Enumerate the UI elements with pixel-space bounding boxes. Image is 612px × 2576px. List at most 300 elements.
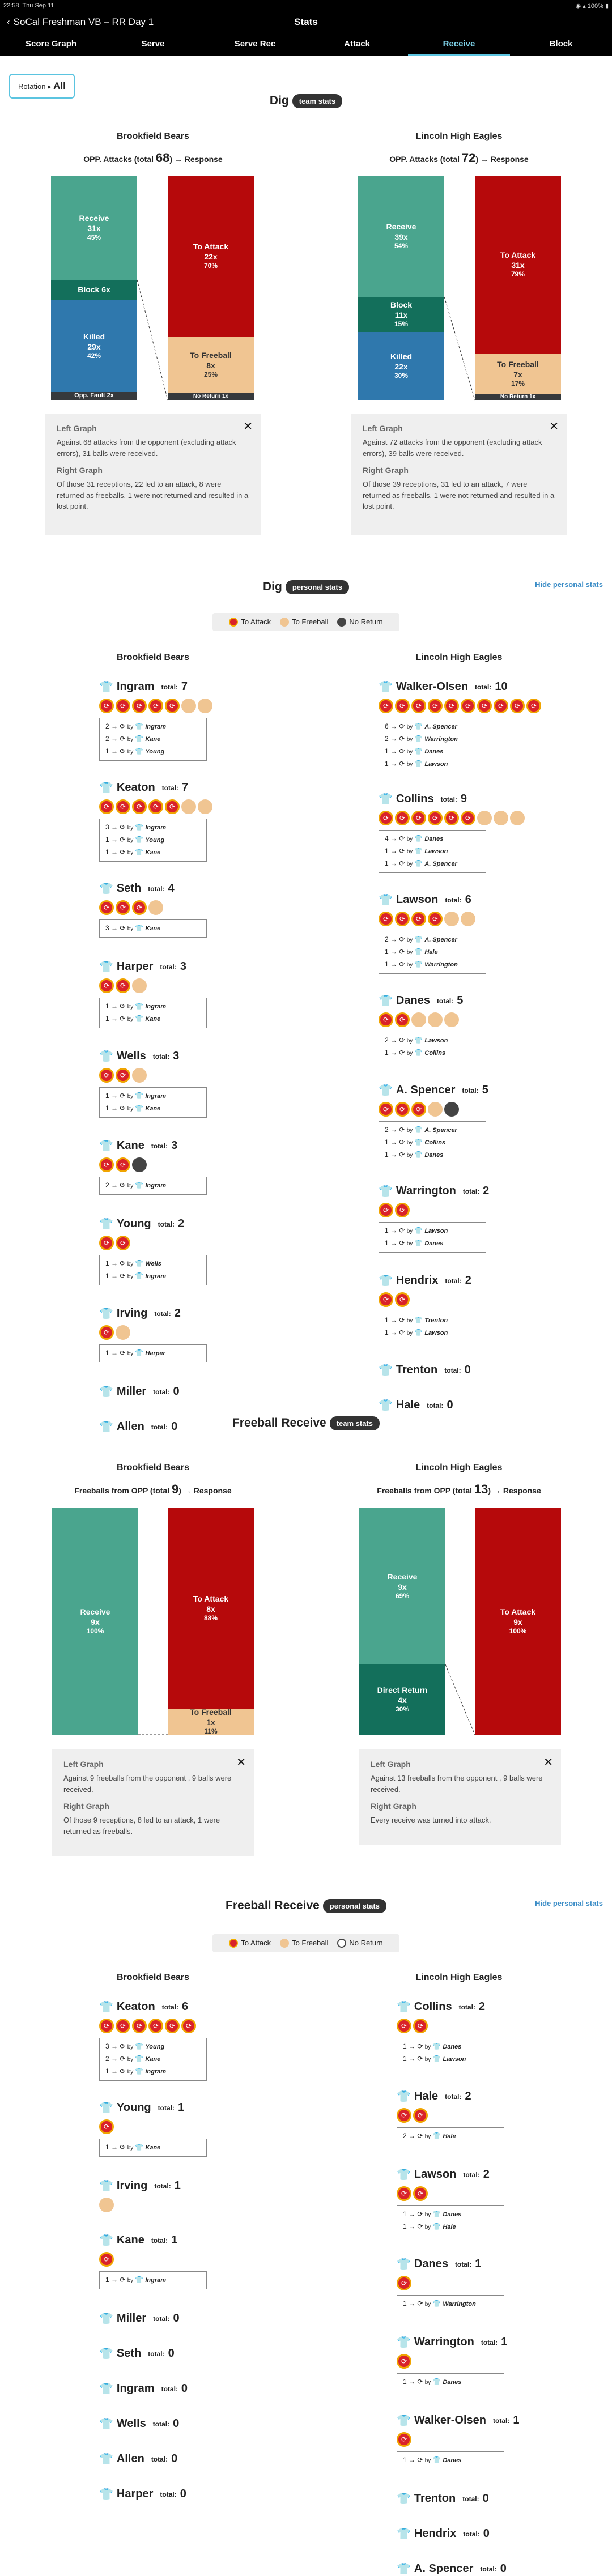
arrow-icon: → ⟳	[388, 1239, 407, 1247]
attack-ball-icon: ⟳	[397, 2186, 411, 2201]
breakdown-player: Lawson	[424, 1330, 448, 1336]
breakdown-count: 1	[105, 2067, 109, 2075]
tab-score-graph[interactable]: Score Graph	[25, 39, 77, 49]
player-card[interactable]	[99, 960, 314, 1028]
freeball-ball-icon	[99, 2198, 114, 2212]
player-card[interactable]	[99, 2179, 314, 2212]
breakdown-count: 2	[403, 2132, 407, 2140]
tab-serve[interactable]: Serve	[141, 39, 165, 49]
player-card[interactable]	[379, 680, 594, 773]
player-card[interactable]	[99, 2347, 314, 2361]
breakdown-count: 3	[105, 2042, 109, 2050]
player-name-row	[379, 792, 594, 806]
player-card[interactable]	[99, 2311, 314, 2326]
breakdown-count: 1	[105, 1092, 109, 1100]
total-label: total:	[162, 784, 179, 792]
total-label: total:	[445, 2092, 462, 2101]
player-name-row	[397, 2257, 612, 2271]
player-card[interactable]	[379, 1274, 594, 1342]
total-label: total:	[153, 2314, 170, 2323]
attack-ball-icon: ⟳	[395, 699, 410, 713]
player-name-row	[99, 781, 314, 795]
breakdown-count: 1	[403, 2456, 407, 2464]
player-total: 2	[478, 2000, 486, 2013]
ball-row	[379, 912, 594, 926]
player-card[interactable]	[99, 2382, 314, 2396]
shirt-icon: 👕	[397, 2169, 411, 2181]
dig-left-connector	[137, 176, 168, 402]
freeball-ball-icon	[132, 1068, 147, 1083]
arrow-icon: → ⟳	[109, 2276, 128, 2284]
total-label: total:	[161, 2385, 178, 2393]
player-card[interactable]	[397, 2335, 612, 2391]
shirt-icon: 👕	[414, 1049, 425, 1057]
player-card[interactable]	[397, 2168, 612, 2236]
shirt-icon: 👕	[397, 2493, 411, 2505]
breakdown-row	[385, 1047, 480, 1059]
response-breakdown	[379, 931, 486, 974]
total-label: total:	[158, 2104, 175, 2112]
arrow-icon: → ⟳	[388, 1126, 407, 1134]
player-card[interactable]	[99, 2452, 314, 2466]
hide-personal-stats-link[interactable]: Hide personal stats	[535, 580, 603, 589]
total-label: total:	[160, 963, 177, 971]
breakdown-row	[385, 1314, 480, 1327]
shirt-icon: 👕	[135, 1015, 146, 1023]
breakdown-player: Danes	[424, 1240, 444, 1247]
shirt-icon: 👕	[99, 2383, 113, 2395]
shirt-icon: 👕	[135, 2276, 146, 2284]
player-card[interactable]	[99, 781, 314, 862]
attack-ball-icon: ⟳	[148, 699, 163, 713]
freeball-ball-icon	[132, 978, 147, 993]
total-label: total:	[463, 2530, 480, 2538]
shirt-icon: 👕	[414, 722, 425, 730]
player-total: 0	[500, 2562, 507, 2575]
breakdown-row	[105, 834, 201, 846]
player-name: Walker-Olsen	[414, 2414, 486, 2426]
breakdown-row	[105, 1347, 201, 1360]
by-label: by	[406, 836, 415, 842]
response-breakdown	[99, 819, 207, 862]
by-label: by	[127, 926, 135, 932]
player-total: 6	[182, 2000, 189, 2013]
arrow-icon: → ⟳	[109, 1002, 128, 1010]
breakdown-row	[105, 821, 201, 834]
player-card[interactable]	[397, 2562, 612, 2576]
attack-ball-icon: ⟳	[116, 978, 130, 993]
shirt-icon: 👕	[414, 1151, 425, 1159]
attack-ball-icon: ⟳	[395, 811, 410, 825]
freeball-ball-icon	[411, 1012, 426, 1027]
player-name-row	[379, 1398, 594, 1412]
tab-receive[interactable]: Receive	[408, 33, 510, 56]
player-card[interactable]	[397, 2000, 612, 2068]
by-label: by	[127, 850, 135, 856]
player-card[interactable]	[379, 1398, 594, 1412]
response-breakdown	[99, 919, 207, 938]
breakdown-row	[385, 733, 480, 746]
breakdown-player: Hale	[443, 2133, 456, 2140]
player-name-row	[99, 2347, 314, 2361]
freeball-personal-title: Freeball Receive personal stats	[0, 1899, 612, 1913]
player-name: Lawson	[396, 893, 439, 906]
breakdown-row	[385, 746, 480, 758]
attack-ball-icon: ⟳	[526, 699, 541, 713]
arrow-icon: → ⟳	[109, 1092, 128, 1100]
player-total: 1	[177, 2101, 185, 2114]
player-card[interactable]	[379, 792, 594, 873]
player-card[interactable]	[379, 1083, 594, 1164]
player-total: 0	[173, 2417, 180, 2430]
hide-personal-stats-link-free[interactable]: Hide personal stats	[535, 1899, 603, 1907]
breakdown-count: 1	[105, 2276, 109, 2284]
arrow-icon: → ⟳	[406, 2132, 425, 2140]
shirt-icon: 👕	[414, 1329, 425, 1336]
attack-ball-icon: ⟳	[411, 1102, 426, 1117]
player-name-row	[99, 2452, 314, 2466]
breakdown-row	[385, 833, 480, 845]
player-card[interactable]	[379, 1184, 594, 1253]
arrow-icon: → ⟳	[109, 2042, 128, 2050]
by-label: by	[127, 1261, 135, 1267]
back-button[interactable]	[0, 16, 154, 28]
tab-block[interactable]: Block	[549, 39, 573, 49]
player-card[interactable]	[99, 2101, 314, 2157]
shirt-icon: 👕	[414, 948, 425, 956]
by-label: by	[127, 2056, 135, 2063]
breakdown-row	[385, 1124, 480, 1136]
player-name-row	[379, 893, 594, 907]
free-graph-header-left: Freeballs from OPP (total 9) → Response	[74, 1482, 232, 1496]
dig-team-left: Brookfield Bears	[116, 131, 190, 141]
player-name: Miller	[116, 2312, 147, 2324]
player-name-row	[397, 2527, 612, 2541]
shirt-icon: 👕	[135, 1092, 146, 1100]
by-label: by	[424, 2458, 433, 2464]
status-bar	[0, 0, 612, 11]
no-return-ball-icon	[132, 1157, 147, 1172]
player-total: 0	[181, 2382, 188, 2395]
player-name-row	[397, 2000, 612, 2014]
breakdown-count: 1	[105, 1002, 109, 1010]
response-breakdown	[379, 1222, 486, 1253]
team-stats-pill: team stats	[292, 94, 342, 108]
shirt-icon: 👕	[414, 1138, 425, 1146]
breakdown-row	[105, 733, 201, 746]
dig-left-to-freeball-bar: To Freeball 8x 25%	[168, 337, 254, 393]
dig-legend: To Attack To Freeball No Return	[212, 613, 400, 631]
shirt-icon: 👕	[379, 681, 393, 693]
attack-dot-icon	[229, 1939, 238, 1948]
rotation-selector[interactable]: Rotation ▸ All	[9, 74, 75, 99]
breakdown-player: Ingram	[145, 2277, 167, 2284]
shirt-icon: 👕	[397, 2415, 411, 2427]
player-total: 5	[482, 1084, 488, 1096]
player-name-row	[379, 1184, 594, 1198]
by-label: by	[406, 736, 415, 743]
breakdown-count: 1	[403, 2210, 407, 2218]
attack-ball-icon: ⟳	[494, 699, 508, 713]
by-label: by	[406, 937, 415, 943]
shirt-icon: 👕	[99, 2102, 113, 2114]
shirt-icon: 👕	[99, 2418, 113, 2430]
breakdown-player: A. Spencer	[424, 936, 457, 943]
attack-ball-icon: ⟳	[99, 1068, 114, 1083]
total-label: total:	[154, 2182, 171, 2190]
player-name: Irving	[116, 2179, 148, 2192]
dig-left-fault-bar: Opp. Fault 2x	[51, 392, 137, 400]
ball-row	[99, 1236, 314, 1250]
breakdown-count: 2	[385, 1126, 389, 1134]
attack-ball-icon: ⟳	[379, 1012, 393, 1027]
player-card[interactable]	[379, 994, 594, 1062]
ball-row	[379, 1102, 594, 1117]
breakdown-row	[403, 2130, 498, 2143]
player-name: Wells	[116, 1050, 146, 1062]
by-label: by	[424, 2134, 433, 2140]
shirt-icon: 👕	[414, 847, 425, 855]
attack-ball-icon: ⟳	[99, 2252, 114, 2267]
response-breakdown	[397, 2295, 504, 2313]
dig-personal-team-right: Lincoln High Eagles	[415, 653, 503, 662]
player-card[interactable]	[99, 1217, 314, 1285]
player-total: 7	[181, 680, 188, 693]
player-name-row	[99, 2382, 314, 2396]
player-name: Lawson	[414, 2168, 457, 2181]
breakdown-player: Danes	[443, 2379, 462, 2386]
player-total: 3	[180, 960, 186, 973]
breakdown-count: 1	[403, 2300, 407, 2307]
breakdown-row	[105, 922, 201, 935]
player-card[interactable]	[99, 2000, 314, 2081]
attack-ball-icon: ⟳	[99, 2119, 114, 2134]
player-name-row	[379, 1083, 594, 1097]
tab-bar	[0, 33, 612, 56]
arrow-icon: → ⟳	[109, 1015, 128, 1023]
ball-row	[99, 1325, 314, 1340]
close-icon[interactable]: ✕	[543, 1756, 553, 1769]
player-card[interactable]	[397, 2089, 612, 2145]
by-label: by	[406, 1152, 415, 1159]
player-card[interactable]	[99, 1385, 314, 1399]
arrow-icon: → ⟳	[109, 2067, 128, 2075]
player-card[interactable]	[379, 893, 594, 974]
arrow-icon: → ⟳	[406, 2222, 425, 2230]
player-name: Kane	[116, 1139, 144, 1152]
ball-row	[397, 2186, 612, 2201]
total-label: total:	[445, 896, 462, 904]
player-card[interactable]	[397, 2413, 612, 2469]
arrow-icon: → ⟳	[388, 859, 407, 867]
response-breakdown	[379, 718, 486, 773]
ball-row	[397, 2354, 612, 2369]
by-label: by	[406, 1330, 415, 1336]
breakdown-player: Danes	[424, 1152, 444, 1159]
shirt-icon: 👕	[414, 859, 425, 867]
player-card[interactable]	[99, 1306, 314, 1362]
breakdown-count: 1	[385, 1138, 389, 1146]
player-total: 9	[460, 793, 468, 805]
attack-ball-icon: ⟳	[411, 912, 426, 926]
player-card[interactable]	[99, 1139, 314, 1195]
close-icon[interactable]: ✕	[236, 1756, 246, 1769]
shirt-icon: 👕	[99, 2453, 113, 2466]
player-card[interactable]	[99, 2417, 314, 2431]
back-label: SoCal Freshman VB – RR Day 1	[13, 16, 154, 27]
attack-ball-icon: ⟳	[99, 799, 114, 814]
breakdown-player: Kane	[145, 849, 161, 856]
freeball-dot-icon	[280, 1939, 289, 1948]
breakdown-count: 1	[385, 1151, 389, 1159]
player-card[interactable]	[397, 2492, 612, 2506]
shirt-icon: 👕	[379, 1185, 393, 1198]
player-name-row	[99, 882, 314, 896]
total-label: total:	[158, 1220, 175, 1228]
player-card[interactable]	[379, 1363, 594, 1377]
dig-right-killed-bar: Killed 22x 30%	[358, 332, 444, 400]
breakdown-player: A. Spencer	[424, 861, 457, 867]
player-total: 0	[180, 2488, 186, 2500]
breakdown-count: 1	[105, 2143, 109, 2151]
ball-row	[99, 978, 314, 993]
free-legend: To Attack To Freeball No Return	[212, 1934, 400, 1952]
breakdown-row	[385, 845, 480, 858]
breakdown-player: Danes	[443, 2457, 462, 2464]
breakdown-row	[105, 721, 201, 733]
player-name-row	[397, 2562, 612, 2576]
shirt-icon: 👕	[135, 1349, 146, 1357]
attack-ball-icon: ⟳	[116, 900, 130, 915]
attack-ball-icon: ⟳	[395, 1102, 410, 1117]
breakdown-count: 1	[105, 1272, 109, 1280]
attack-ball-icon: ⟳	[132, 2019, 147, 2033]
breakdown-count: 1	[105, 1259, 109, 1267]
attack-ball-icon: ⟳	[397, 2432, 411, 2447]
arrow-icon: → ⟳	[109, 722, 128, 730]
shirt-icon: 👕	[99, 883, 113, 895]
arrow-icon: → ⟳	[388, 948, 407, 956]
breakdown-player: Kane	[145, 1105, 161, 1112]
breakdown-count: 1	[105, 747, 109, 755]
attack-ball-icon: ⟳	[99, 1157, 114, 1172]
close-icon[interactable]: ✕	[549, 420, 559, 433]
breakdown-row	[403, 2041, 498, 2053]
dig-right-connector	[444, 176, 475, 402]
shirt-icon: 👕	[414, 1227, 425, 1234]
player-card[interactable]	[99, 2233, 314, 2289]
freeball-ball-icon	[116, 1325, 130, 1340]
breakdown-player: Young	[145, 837, 165, 844]
dig-personal-title: Dig personal stats	[0, 580, 612, 594]
breakdown-player: Kane	[145, 925, 161, 932]
breakdown-count: 3	[105, 823, 109, 831]
player-name: Allen	[116, 1420, 144, 1433]
attack-ball-icon: ⟳	[461, 699, 475, 713]
breakdown-player: Ingram	[145, 1093, 167, 1100]
player-total: 0	[464, 1364, 471, 1376]
breakdown-player: Trenton	[424, 1317, 448, 1324]
freeball-ball-icon	[510, 811, 525, 825]
player-name: Danes	[414, 2258, 448, 2270]
by-label: by	[406, 1050, 415, 1057]
breakdown-player: Lawson	[424, 1037, 448, 1044]
close-icon[interactable]: ✕	[243, 420, 253, 433]
player-name: Warrington	[396, 1185, 456, 1197]
total-label: total:	[444, 1366, 461, 1374]
response-breakdown	[379, 1121, 486, 1164]
attack-ball-icon: ⟳	[379, 699, 393, 713]
player-card[interactable]	[397, 2527, 612, 2541]
total-label: total:	[160, 2490, 177, 2498]
player-card[interactable]	[99, 1049, 314, 1118]
dig-left-killed-bar: Killed 29x 42%	[51, 300, 137, 392]
shirt-icon: 👕	[414, 1036, 425, 1044]
player-card[interactable]	[99, 882, 314, 938]
player-name: Allen	[116, 2452, 144, 2465]
total-label: total:	[152, 2420, 170, 2428]
response-breakdown	[99, 998, 207, 1028]
breakdown-count: 1	[385, 1316, 389, 1324]
total-label: total:	[148, 884, 165, 893]
breakdown-player: Kane	[145, 1016, 161, 1023]
breakdown-row	[385, 758, 480, 770]
breakdown-row	[105, 1013, 201, 1025]
player-card[interactable]	[99, 680, 314, 761]
by-label: by	[127, 749, 135, 755]
by-label: by	[424, 2044, 433, 2050]
freeball-ball-icon	[461, 912, 475, 926]
attack-ball-icon: ⟳	[99, 2019, 114, 2033]
shirt-icon: 👕	[135, 1181, 146, 1189]
total-label: total:	[458, 2003, 475, 2011]
tab-serve-rec[interactable]: Serve Rec	[234, 39, 276, 49]
shirt-icon: 👕	[414, 834, 425, 842]
player-total: 3	[171, 1139, 178, 1152]
breakdown-count: 1	[403, 2055, 407, 2063]
shirt-icon: 👕	[432, 2378, 443, 2386]
breakdown-player: Lawson	[424, 761, 448, 768]
breakdown-row	[385, 959, 480, 971]
tab-attack[interactable]: Attack	[344, 39, 370, 49]
attack-ball-icon: ⟳	[165, 699, 180, 713]
player-card[interactable]	[397, 2257, 612, 2313]
by-label: by	[424, 2056, 433, 2063]
arrow-icon: → ⟳	[109, 924, 128, 932]
free-right-direct-return-bar: Direct Return 4x 30%	[359, 1664, 445, 1735]
breakdown-row	[385, 1225, 480, 1237]
attack-ball-icon: ⟳	[116, 699, 130, 713]
shirt-icon: 👕	[379, 1364, 393, 1377]
player-name-row	[379, 994, 594, 1008]
breakdown-count: 1	[105, 836, 109, 844]
attack-ball-icon: ⟳	[116, 1068, 130, 1083]
ball-row	[99, 1157, 314, 1172]
player-name: A. Spencer	[396, 1084, 456, 1096]
arrow-icon: → ⟳	[388, 935, 407, 943]
shirt-icon: 👕	[379, 1275, 393, 1287]
by-label: by	[127, 2044, 135, 2050]
attack-ball-icon: ⟳	[428, 912, 443, 926]
player-name-row	[397, 2089, 612, 2104]
attack-ball-icon: ⟳	[395, 912, 410, 926]
by-label: by	[406, 1318, 415, 1324]
no-return-dot-icon	[337, 618, 346, 627]
player-card[interactable]	[99, 2487, 314, 2501]
player-name: Walker-Olsen	[396, 680, 468, 693]
arrow-icon: → ⟳	[406, 2456, 425, 2464]
dig-left-to-attack-bar: To Attack 22x 70%	[168, 176, 254, 337]
